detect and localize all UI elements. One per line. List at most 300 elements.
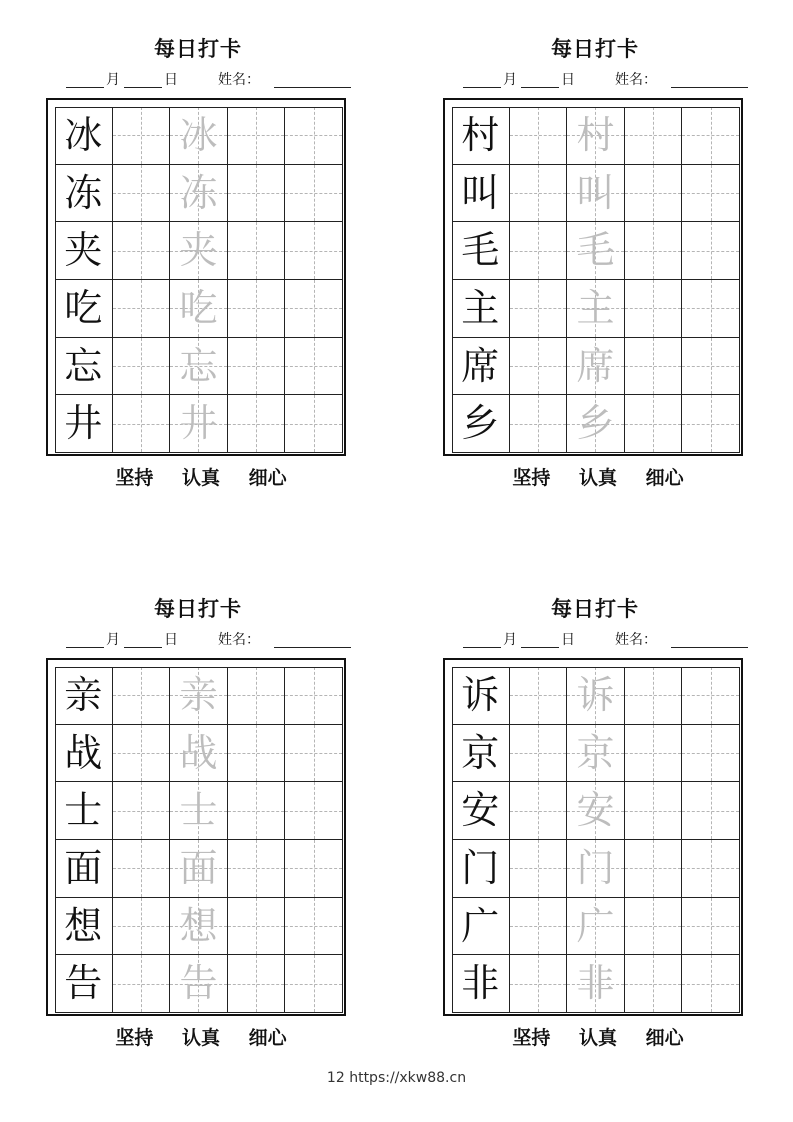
model-character: 冰 xyxy=(64,113,103,157)
guide-line-vertical xyxy=(711,165,712,222)
grid-cell[interactable] xyxy=(170,280,228,338)
grid-cell[interactable] xyxy=(228,782,286,840)
guide-line-vertical xyxy=(256,107,257,164)
grid-cell[interactable] xyxy=(682,782,740,840)
grid-cell[interactable] xyxy=(170,782,228,840)
guide-line-vertical xyxy=(711,280,712,337)
grid-cell[interactable] xyxy=(510,840,568,898)
grid-cell[interactable] xyxy=(682,338,740,396)
model-character: 安 xyxy=(461,788,500,833)
card-title: 每日打卡 xyxy=(551,37,639,61)
grid-cell[interactable] xyxy=(452,107,510,165)
grid-cell[interactable] xyxy=(55,725,113,783)
grid-cell[interactable] xyxy=(228,955,286,1013)
guide-line-vertical xyxy=(538,107,539,164)
site-url[interactable]: https://xkw88.cn xyxy=(349,1070,467,1086)
guide-line-vertical xyxy=(141,395,142,452)
practice-card-1 xyxy=(46,36,386,516)
page-footer xyxy=(0,1070,793,1086)
trace-character: 席 xyxy=(576,343,615,388)
model-character: 乡 xyxy=(461,401,500,446)
guide-line-vertical xyxy=(538,338,539,395)
grid-cell[interactable] xyxy=(625,165,683,223)
grid-cell[interactable] xyxy=(113,782,171,840)
grid-cell[interactable] xyxy=(170,338,228,396)
grid-cell[interactable] xyxy=(285,165,343,223)
guide-line-vertical xyxy=(141,165,142,222)
guide-line-vertical xyxy=(711,725,712,782)
model-character: 广 xyxy=(461,903,500,948)
date-name-line xyxy=(443,70,753,90)
guide-line-vertical xyxy=(141,338,142,395)
trace-character: 井 xyxy=(179,401,218,446)
guide-line-vertical xyxy=(141,107,142,164)
model-character: 席 xyxy=(461,343,500,388)
trace-character: 士 xyxy=(179,788,218,833)
month-blank[interactable] xyxy=(66,647,104,648)
grid-cell[interactable] xyxy=(510,667,568,725)
guide-line-vertical xyxy=(314,338,315,395)
date-name-line xyxy=(46,630,356,650)
grid-cell[interactable] xyxy=(510,955,568,1013)
motto xyxy=(46,466,356,490)
grid-cell[interactable] xyxy=(452,725,510,783)
guide-line-vertical xyxy=(314,222,315,279)
grid-cell[interactable] xyxy=(682,840,740,898)
grid-cell[interactable] xyxy=(170,840,228,898)
trace-character: 夹 xyxy=(179,228,218,273)
grid-cell[interactable] xyxy=(682,165,740,223)
grid-cell[interactable] xyxy=(285,280,343,338)
guide-line-vertical xyxy=(256,725,257,782)
grid-cell[interactable] xyxy=(567,338,625,396)
motto-persist: 坚持 xyxy=(115,1027,154,1049)
trace-character: 冻 xyxy=(179,170,218,215)
model-character: 吃 xyxy=(64,286,103,330)
guide-line-vertical xyxy=(538,725,539,782)
trace-character: 亲 xyxy=(179,673,218,717)
grid-cell[interactable] xyxy=(170,898,228,956)
grid-cell[interactable] xyxy=(55,395,113,453)
day-blank[interactable] xyxy=(521,87,559,88)
grid-cell[interactable] xyxy=(625,725,683,783)
grid-cell[interactable] xyxy=(682,667,740,725)
guide-line-vertical xyxy=(314,107,315,164)
grid-cell[interactable] xyxy=(228,667,286,725)
motto-careful: 认真 xyxy=(181,1027,220,1049)
grid-cell[interactable] xyxy=(452,395,510,453)
guide-line-vertical xyxy=(711,898,712,955)
grid-cell[interactable] xyxy=(113,898,171,956)
grid-cell[interactable] xyxy=(567,107,625,165)
trace-character: 面 xyxy=(179,846,218,890)
grid-cell[interactable] xyxy=(567,782,625,840)
trace-character: 门 xyxy=(576,846,615,890)
motto-careful: 认真 xyxy=(578,467,617,489)
guide-line-vertical xyxy=(314,840,315,897)
guide-line-vertical xyxy=(256,667,257,724)
grid-cell[interactable] xyxy=(625,107,683,165)
grid-cell[interactable] xyxy=(452,222,510,280)
grid-cell[interactable] xyxy=(170,395,228,453)
model-character: 叫 xyxy=(461,170,500,215)
motto-persist: 坚持 xyxy=(115,467,154,489)
grid-cell[interactable] xyxy=(625,338,683,396)
grid-cell[interactable] xyxy=(510,782,568,840)
guide-line-vertical xyxy=(256,898,257,955)
trace-character: 战 xyxy=(179,730,218,775)
guide-line-vertical xyxy=(711,782,712,839)
guide-line-vertical xyxy=(141,222,142,279)
page-number: 12 xyxy=(326,1070,345,1086)
day-label: 日 xyxy=(164,72,178,88)
grid-cell[interactable] xyxy=(170,725,228,783)
grid-cell[interactable] xyxy=(55,222,113,280)
grid-cell[interactable] xyxy=(228,222,286,280)
guide-line-vertical xyxy=(314,165,315,222)
guide-line-vertical xyxy=(141,280,142,337)
grid-cell[interactable] xyxy=(285,840,343,898)
grid-cell[interactable] xyxy=(452,667,510,725)
model-character: 告 xyxy=(64,961,103,1006)
grid-cell[interactable] xyxy=(228,840,286,898)
model-character: 京 xyxy=(461,730,500,775)
trace-character: 诉 xyxy=(576,673,615,717)
grid-cell[interactable] xyxy=(567,667,625,725)
grid-cell[interactable] xyxy=(625,280,683,338)
grid-cell[interactable] xyxy=(567,955,625,1013)
grid-cell[interactable] xyxy=(113,107,171,165)
grid-cell[interactable] xyxy=(170,107,228,165)
guide-line-vertical xyxy=(314,782,315,839)
writing-grid-frame xyxy=(46,658,346,1016)
guide-line-vertical xyxy=(653,222,654,279)
guide-line-vertical xyxy=(314,898,315,955)
guide-line-vertical xyxy=(538,280,539,337)
grid-cell[interactable] xyxy=(170,667,228,725)
guide-line-vertical xyxy=(538,955,539,1012)
writing-grid-frame xyxy=(443,658,743,1016)
day-label: 日 xyxy=(164,632,178,648)
guide-line-vertical xyxy=(711,955,712,1012)
month-label: 月 xyxy=(106,72,120,88)
grid-cell[interactable] xyxy=(452,280,510,338)
name-blank[interactable] xyxy=(671,647,748,648)
motto-careful: 认真 xyxy=(181,467,220,489)
grid-cell[interactable] xyxy=(625,898,683,956)
guide-line-vertical xyxy=(711,840,712,897)
grid-cell[interactable] xyxy=(452,165,510,223)
guide-line-vertical xyxy=(653,898,654,955)
guide-line-vertical xyxy=(314,725,315,782)
guide-line-vertical xyxy=(711,395,712,452)
trace-character: 乡 xyxy=(576,401,615,446)
motto-attentive: 细心 xyxy=(645,1027,684,1049)
grid-cell[interactable] xyxy=(113,222,171,280)
guide-line-vertical xyxy=(256,165,257,222)
grid-cell[interactable] xyxy=(170,165,228,223)
grid-cell[interactable] xyxy=(510,338,568,396)
trace-character: 告 xyxy=(179,961,218,1006)
name-label: 姓名： xyxy=(615,72,657,88)
grid-cell[interactable] xyxy=(510,165,568,223)
guide-line-vertical xyxy=(538,840,539,897)
grid-cell[interactable] xyxy=(285,898,343,956)
guide-line-vertical xyxy=(653,107,654,164)
guide-line-vertical xyxy=(538,782,539,839)
trace-character: 叫 xyxy=(576,170,615,215)
model-character: 冻 xyxy=(64,170,103,215)
month-label: 月 xyxy=(503,72,517,88)
motto-attentive: 细心 xyxy=(645,467,684,489)
guide-line-vertical xyxy=(653,955,654,1012)
motto xyxy=(443,1026,753,1050)
grid-cell[interactable] xyxy=(682,898,740,956)
guide-line-vertical xyxy=(653,667,654,724)
day-blank[interactable] xyxy=(124,647,162,648)
grid-cell[interactable] xyxy=(55,898,113,956)
day-blank[interactable] xyxy=(124,87,162,88)
motto-attentive: 细心 xyxy=(248,467,287,489)
month-blank[interactable] xyxy=(463,87,501,88)
grid-cell[interactable] xyxy=(55,107,113,165)
trace-character: 安 xyxy=(576,788,615,833)
name-blank[interactable] xyxy=(274,647,351,648)
grid-cell[interactable] xyxy=(285,222,343,280)
grid-cell[interactable] xyxy=(55,667,113,725)
grid-cell[interactable] xyxy=(113,280,171,338)
guide-line-vertical xyxy=(711,667,712,724)
practice-card-3 xyxy=(46,596,386,1076)
guide-line-vertical xyxy=(314,280,315,337)
guide-line-vertical xyxy=(711,222,712,279)
guide-line-vertical xyxy=(256,782,257,839)
grid-cell[interactable] xyxy=(228,338,286,396)
grid-cell[interactable] xyxy=(55,338,113,396)
grid-cell[interactable] xyxy=(285,725,343,783)
grid-cell[interactable] xyxy=(452,338,510,396)
guide-line-vertical xyxy=(256,280,257,337)
guide-line-vertical xyxy=(538,667,539,724)
grid-cell[interactable] xyxy=(510,222,568,280)
name-label: 姓名： xyxy=(615,632,657,648)
grid-cell[interactable] xyxy=(55,840,113,898)
grid-cell[interactable] xyxy=(55,165,113,223)
trace-character: 非 xyxy=(576,961,615,1006)
model-character: 想 xyxy=(64,903,103,948)
grid-cell[interactable] xyxy=(510,107,568,165)
model-character: 主 xyxy=(461,286,500,330)
trace-character: 京 xyxy=(576,730,615,775)
model-character: 战 xyxy=(64,730,103,775)
day-label: 日 xyxy=(561,72,575,88)
grid-cell[interactable] xyxy=(228,280,286,338)
writing-grid xyxy=(55,107,343,453)
grid-cell[interactable] xyxy=(682,955,740,1013)
guide-line-vertical xyxy=(256,840,257,897)
grid-cell[interactable] xyxy=(170,955,228,1013)
model-character: 士 xyxy=(64,788,103,833)
grid-cell[interactable] xyxy=(228,165,286,223)
trace-character: 村 xyxy=(576,113,615,157)
grid-cell[interactable] xyxy=(682,107,740,165)
trace-character: 冰 xyxy=(179,113,218,157)
practice-card-2 xyxy=(443,36,783,516)
card-title: 每日打卡 xyxy=(154,597,242,621)
guide-line-vertical xyxy=(711,107,712,164)
model-character: 井 xyxy=(64,401,103,446)
guide-line-vertical xyxy=(256,955,257,1012)
model-character: 面 xyxy=(64,846,103,890)
grid-cell[interactable] xyxy=(567,222,625,280)
trace-character: 吃 xyxy=(179,286,218,330)
model-character: 亲 xyxy=(64,673,103,717)
date-name-line xyxy=(443,630,753,650)
motto xyxy=(46,1026,356,1050)
name-blank[interactable] xyxy=(671,87,748,88)
grid-cell[interactable] xyxy=(113,955,171,1013)
guide-line-vertical xyxy=(141,840,142,897)
guide-line-vertical xyxy=(653,280,654,337)
grid-cell[interactable] xyxy=(113,165,171,223)
writing-grid xyxy=(55,667,343,1013)
grid-cell[interactable] xyxy=(682,280,740,338)
grid-cell[interactable] xyxy=(452,955,510,1013)
grid-cell[interactable] xyxy=(113,667,171,725)
model-character: 忘 xyxy=(64,343,103,388)
month-blank[interactable] xyxy=(463,647,501,648)
grid-cell[interactable] xyxy=(625,667,683,725)
guide-line-vertical xyxy=(538,222,539,279)
grid-cell[interactable] xyxy=(567,280,625,338)
guide-line-vertical xyxy=(314,667,315,724)
grid-cell[interactable] xyxy=(285,782,343,840)
grid-cell[interactable] xyxy=(285,338,343,396)
grid-cell[interactable] xyxy=(682,395,740,453)
model-character: 村 xyxy=(461,113,500,157)
guide-line-vertical xyxy=(711,338,712,395)
guide-line-vertical xyxy=(314,955,315,1012)
grid-cell[interactable] xyxy=(55,782,113,840)
grid-cell[interactable] xyxy=(285,955,343,1013)
grid-cell[interactable] xyxy=(113,725,171,783)
guide-line-vertical xyxy=(141,725,142,782)
card-title: 每日打卡 xyxy=(551,597,639,621)
guide-line-vertical xyxy=(538,898,539,955)
grid-cell[interactable] xyxy=(55,280,113,338)
guide-line-vertical xyxy=(256,395,257,452)
grid-cell[interactable] xyxy=(510,395,568,453)
name-blank[interactable] xyxy=(274,87,351,88)
grid-cell[interactable] xyxy=(228,107,286,165)
grid-cell[interactable] xyxy=(625,840,683,898)
grid-cell[interactable] xyxy=(510,898,568,956)
motto-attentive: 细心 xyxy=(248,1027,287,1049)
guide-line-vertical xyxy=(653,165,654,222)
grid-cell[interactable] xyxy=(113,840,171,898)
motto-persist: 坚持 xyxy=(512,467,551,489)
guide-line-vertical xyxy=(256,222,257,279)
grid-cell[interactable] xyxy=(567,725,625,783)
writing-grid xyxy=(452,107,740,453)
grid-cell[interactable] xyxy=(55,955,113,1013)
grid-cell[interactable] xyxy=(113,338,171,396)
model-character: 诉 xyxy=(461,673,500,717)
grid-cell[interactable] xyxy=(682,725,740,783)
trace-character: 想 xyxy=(179,903,218,948)
model-character: 毛 xyxy=(461,228,500,273)
grid-cell[interactable] xyxy=(510,280,568,338)
grid-cell[interactable] xyxy=(285,667,343,725)
grid-cell[interactable] xyxy=(170,222,228,280)
guide-line-vertical xyxy=(141,955,142,1012)
writing-grid xyxy=(452,667,740,1013)
date-name-line xyxy=(46,70,356,90)
guide-line-vertical xyxy=(538,165,539,222)
grid-cell[interactable] xyxy=(625,782,683,840)
guide-line-vertical xyxy=(314,395,315,452)
guide-line-vertical xyxy=(653,782,654,839)
grid-cell[interactable] xyxy=(285,107,343,165)
motto-persist: 坚持 xyxy=(512,1027,551,1049)
grid-cell[interactable] xyxy=(285,395,343,453)
day-label: 日 xyxy=(561,632,575,648)
writing-grid-frame xyxy=(46,98,346,456)
model-character: 夹 xyxy=(64,228,103,273)
guide-line-vertical xyxy=(141,667,142,724)
guide-line-vertical xyxy=(653,395,654,452)
writing-grid-frame xyxy=(443,98,743,456)
guide-line-vertical xyxy=(256,338,257,395)
trace-character: 主 xyxy=(576,286,615,330)
grid-cell[interactable] xyxy=(452,898,510,956)
trace-character: 毛 xyxy=(576,228,615,273)
month-label: 月 xyxy=(503,632,517,648)
model-character: 门 xyxy=(461,846,500,890)
grid-cell[interactable] xyxy=(625,955,683,1013)
day-blank[interactable] xyxy=(521,647,559,648)
grid-cell[interactable] xyxy=(567,165,625,223)
trace-character: 忘 xyxy=(179,343,218,388)
month-label: 月 xyxy=(106,632,120,648)
trace-character: 广 xyxy=(576,903,615,948)
grid-cell[interactable] xyxy=(228,725,286,783)
grid-cell[interactable] xyxy=(452,840,510,898)
guide-line-vertical xyxy=(141,782,142,839)
grid-cell[interactable] xyxy=(228,395,286,453)
grid-cell[interactable] xyxy=(510,725,568,783)
grid-cell[interactable] xyxy=(625,395,683,453)
grid-cell[interactable] xyxy=(113,395,171,453)
guide-line-vertical xyxy=(653,725,654,782)
guide-line-vertical xyxy=(653,338,654,395)
month-blank[interactable] xyxy=(66,87,104,88)
grid-cell[interactable] xyxy=(567,840,625,898)
grid-cell[interactable] xyxy=(228,898,286,956)
guide-line-vertical xyxy=(141,898,142,955)
grid-cell[interactable] xyxy=(567,395,625,453)
practice-card-4 xyxy=(443,596,783,1076)
grid-cell[interactable] xyxy=(625,222,683,280)
motto xyxy=(443,466,753,490)
grid-cell[interactable] xyxy=(452,782,510,840)
name-label: 姓名： xyxy=(218,632,260,648)
motto-careful: 认真 xyxy=(578,1027,617,1049)
card-title: 每日打卡 xyxy=(154,37,242,61)
name-label: 姓名： xyxy=(218,72,260,88)
grid-cell[interactable] xyxy=(567,898,625,956)
grid-cell[interactable] xyxy=(682,222,740,280)
